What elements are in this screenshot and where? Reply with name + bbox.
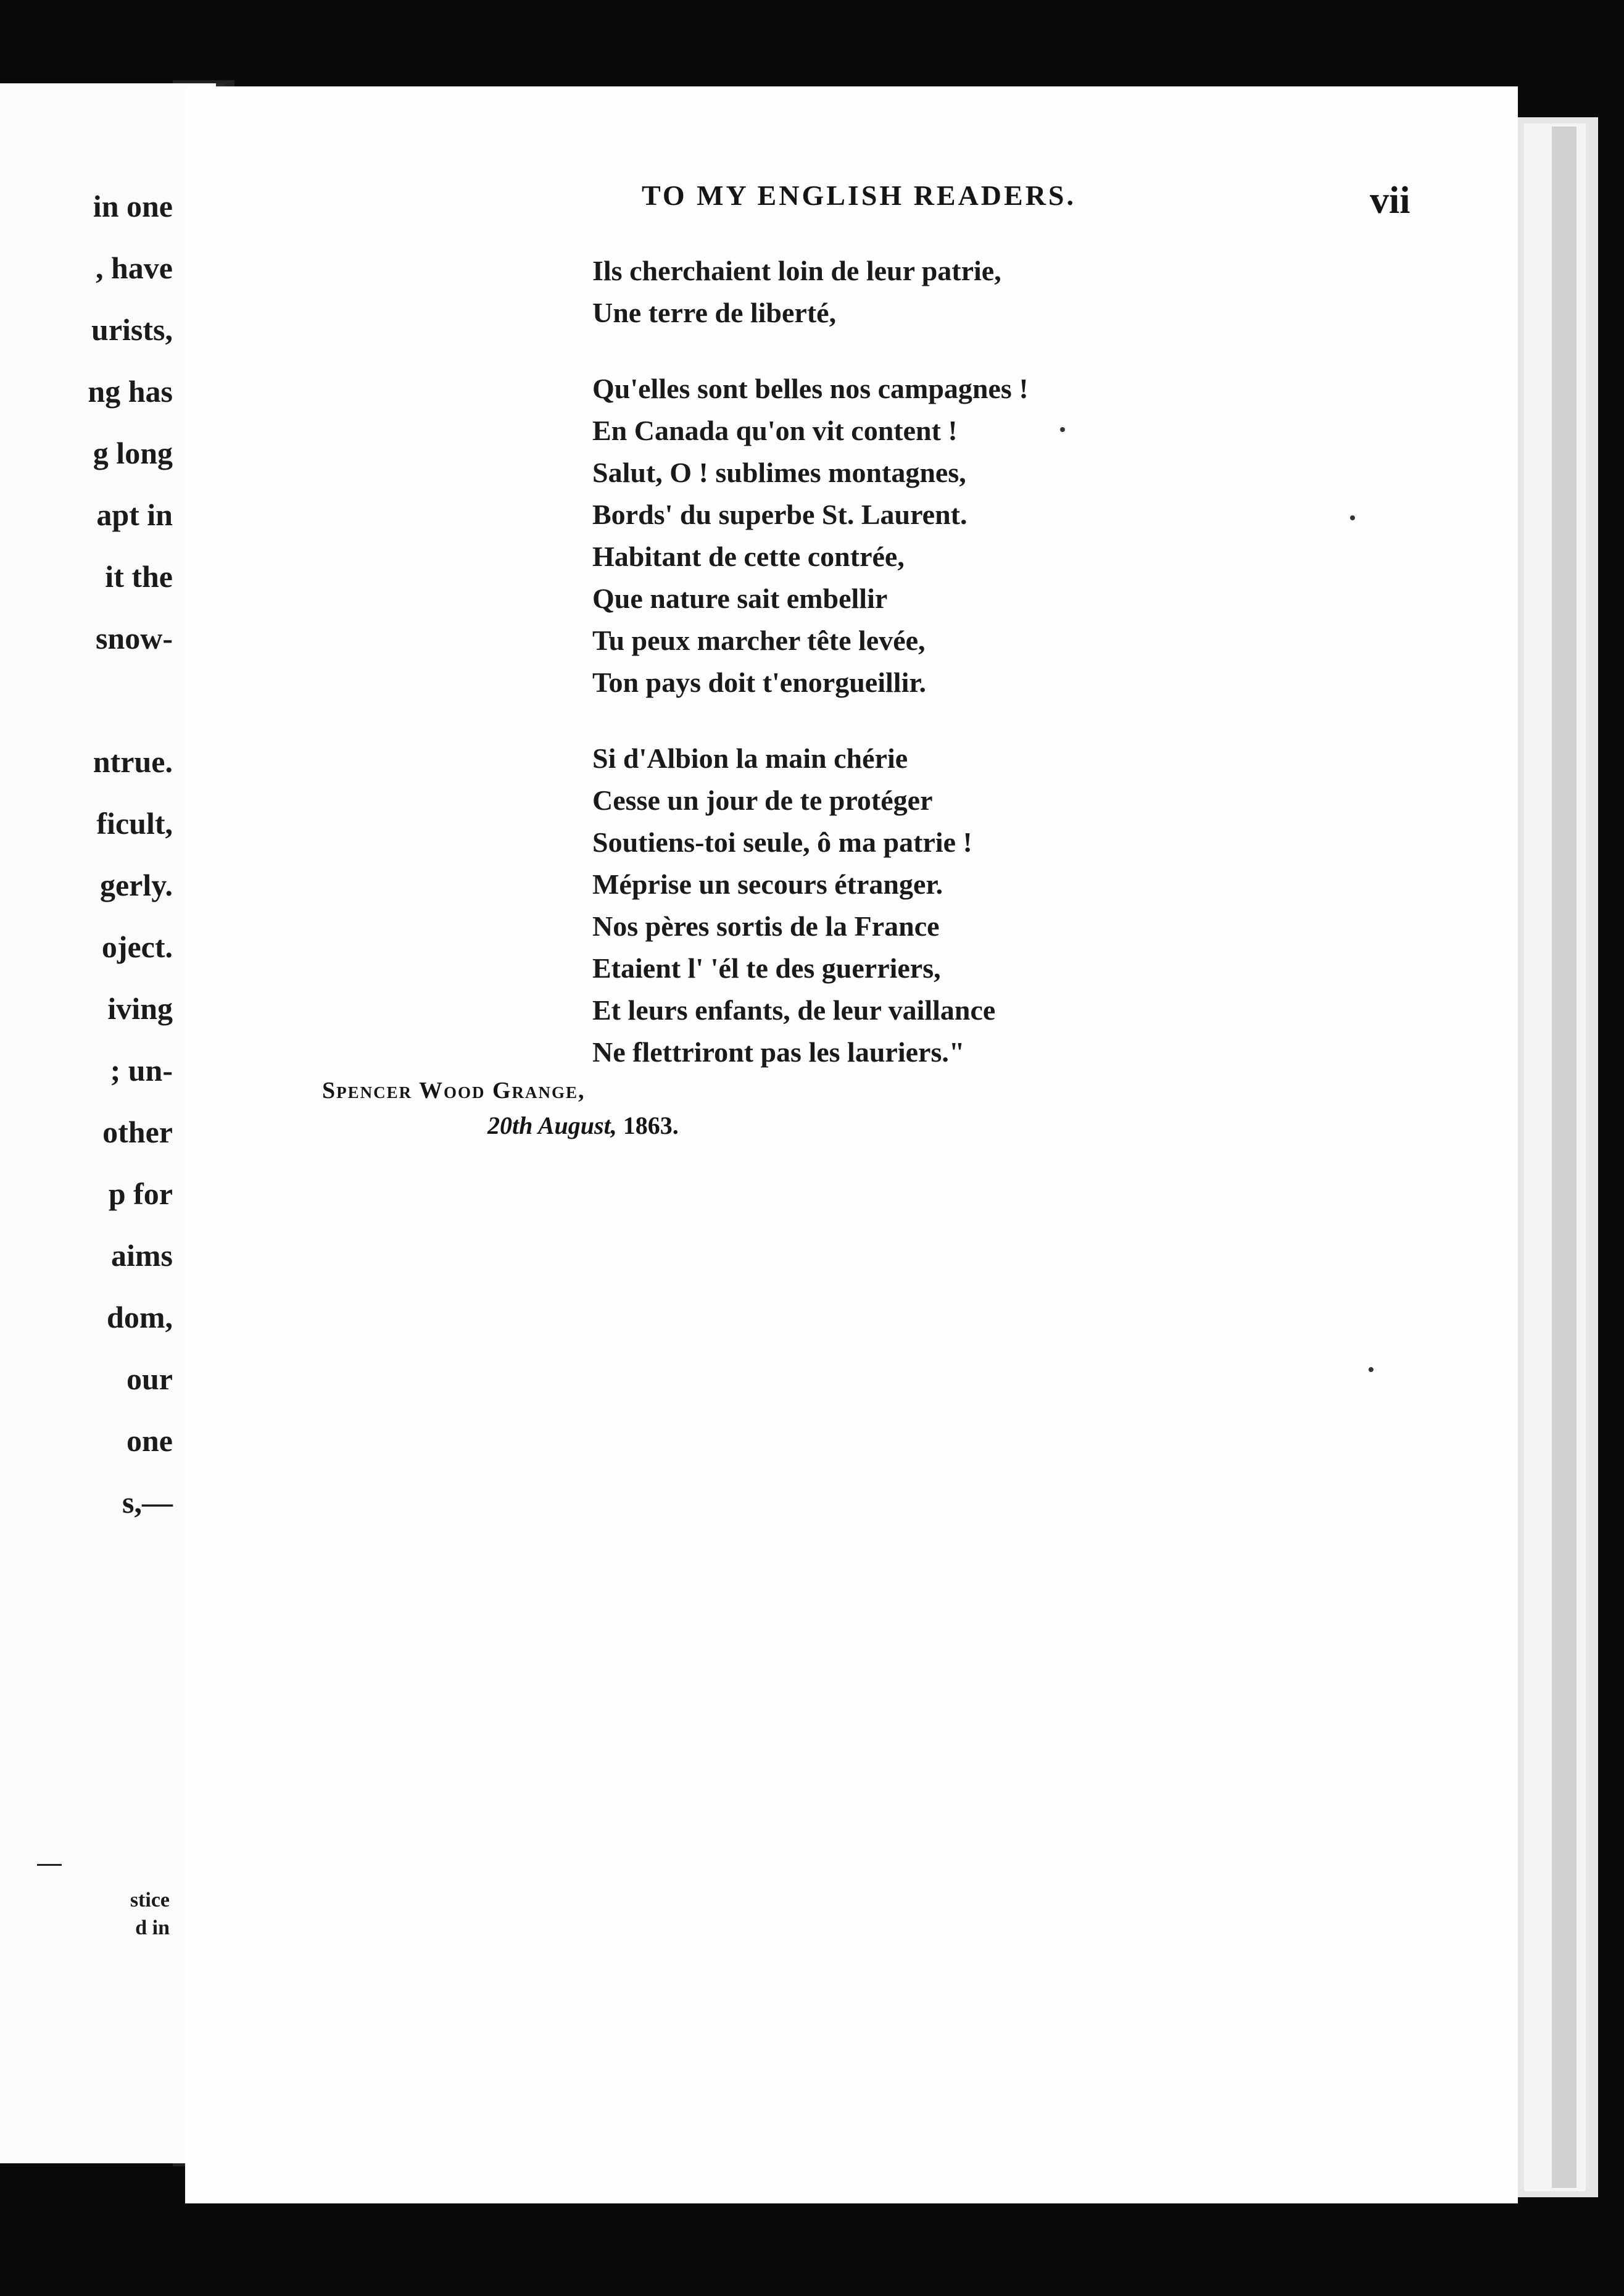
left-page-line: our [126,1362,173,1396]
left-page-line: g long [93,436,173,470]
stanza [592,250,1029,334]
poem-line: Etaient l' 'él te des guerriers, [592,952,941,984]
left-page-line: iving [107,991,173,1026]
left-page-line: apt in [96,497,173,532]
ink-speck [1350,515,1355,520]
signature-date-year: 1863. [616,1112,679,1139]
poem-line: Méprise un secours étranger. [592,868,943,900]
running-head: TO MY ENGLISH READERS. [642,180,1077,211]
poem-line: Si d'Albion la main chérie [592,742,908,774]
poem-line: Que nature sait embellir [592,583,888,614]
poem-line: Salut, O ! sublimes montagnes, [592,457,966,488]
left-page-line: ; un- [110,1053,173,1088]
left-page-line: urists, [91,312,173,347]
left-page-line: it the [105,559,173,594]
left-page-line: aims [111,1238,173,1273]
signature-place: Spencer Wood Grange, [322,1078,586,1104]
poem-line: Nos pères sortis de la France [592,910,940,942]
left-page-line: other [102,1115,173,1149]
left-page-line: gerly. [99,868,173,902]
signature-date-day: 20th August, [487,1112,617,1139]
left-page-line: , have [96,251,173,285]
left-page-line: p for [108,1176,173,1211]
left-page-line: ficult, [96,806,173,841]
right-page [185,86,1518,2203]
ink-speck [1369,1367,1373,1372]
left-page-line: s,— [122,1485,173,1520]
left-page-line: dom, [107,1300,173,1334]
left-page-footnote: d in [135,1916,170,1939]
poem-line: Habitant de cette contrée, [592,541,905,572]
poem-line: Qu'elles sont belles nos campagnes ! [592,373,1029,404]
stanza [592,368,1029,704]
left-page-line: ntrue. [93,744,173,779]
page-number: vii [1370,180,1411,222]
ink-speck [1060,427,1065,432]
poem-line: Bords' du superbe St. Laurent. [592,499,967,530]
poem [592,250,1029,1107]
page-edges [1552,127,1576,2188]
poem-line: Soutiens-toi seule, ô ma patrie ! [592,826,972,858]
poem-line: Une terre de liberté, [592,297,837,328]
stanza [592,738,1029,1073]
poem-line: En Canada qu'on vit content ! [592,415,958,446]
left-page-line: in one [93,189,173,223]
footnote-rule [37,1864,62,1866]
poem-line: Ils cherchaient loin de leur patrie, [592,255,1001,286]
left-page-line: snow- [95,621,173,655]
left-page-line: one [126,1423,173,1458]
poem-line: Ne flettriront pas les lauriers." [592,1036,965,1068]
left-page-line: ng has [88,374,173,409]
poem-line: Ton pays doit t'enorgueillir. [592,667,927,698]
left-page-footnote: stice [130,1889,170,1911]
left-page-line: oject. [101,930,173,964]
signature-date [487,1111,679,1140]
poem-line: Tu peux marcher tête levée, [592,625,926,656]
poem-line: Cesse un jour de te protéger [592,784,933,816]
poem-line: Et leurs enfants, de leur vaillance [592,994,996,1026]
